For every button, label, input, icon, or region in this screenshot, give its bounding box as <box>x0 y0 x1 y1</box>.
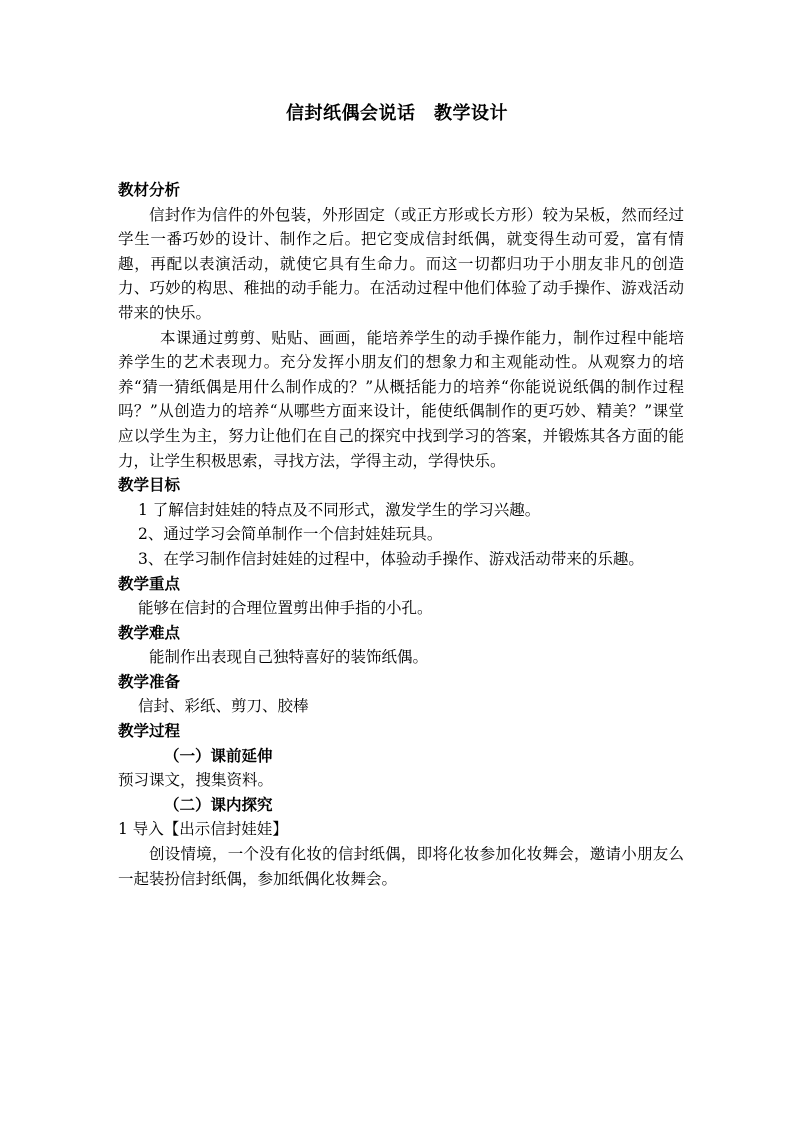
heading-process: 教学过程 <box>118 721 181 741</box>
heading-goals: 教学目标 <box>118 475 181 495</box>
analysis-paragraph-1: 信封作为信件的外包装，外形固定（或正方形或长方形）较为呆板，然而经过学生一番巧妙的设计、制作之后。把它变成信封纸偶，就变得生动可爱，富有情趣，再配以表演活动，就使它具有生命力。而这一切都归功于小朋友非凡的创造力、巧妙的构思、稚拙的动手能力。在活动过程中他们体验了动手操作、游戏活动带来的快乐。 <box>118 205 684 322</box>
difficulty-text: 能制作出表现自己独特喜好的装饰纸偶。 <box>149 648 429 667</box>
heading-difficulty: 教学难点 <box>118 622 181 642</box>
process-step-1-text: 创设情境，一个没有化妆的信封纸偶，即将化妆参加化妆舞会，邀请小朋友么一起装扮信封纸偶，参加纸偶化妆舞会。 <box>118 845 684 888</box>
goal-item-3: 3、在学习制作信封娃娃的过程中，体验动手操作、游戏活动带来的乐趣。 <box>138 549 644 568</box>
preparation-text: 信封、彩纸、剪刀、胶棒 <box>138 697 309 716</box>
process-subheading-2: （二）课内探究 <box>164 794 273 814</box>
document-body <box>118 178 684 891</box>
analysis-paragraph-2: 本课通过剪剪、贴贴、画画，能培养学生的动手操作能力，制作过程中能培养学生的艺术表现力。充分发挥小朋友们的想象力和主观能动性。从观察力的培养“猜一猜纸偶是用什么制作成的？”从概括能力的培养“你能说说纸偶的制作过程吗？”从创造力的培养“从哪些方面来设计，能使纸偶制作的更巧妙、精美？”课堂应以学生为主，努力让他们在自己的探究中找到学习的答案，并锻炼其各方面的能力，让学生积极思索，寻找方法，学得主动，学得快乐。 <box>118 328 684 470</box>
heading-key-point: 教学重点 <box>118 573 181 593</box>
heading-analysis: 教材分析 <box>118 180 181 199</box>
heading-preparation: 教学准备 <box>118 671 181 691</box>
goal-item-1: 1 了解信封娃娃的特点及不同形式，激发学生的学习兴趣。 <box>138 500 541 519</box>
goal-item-2: 2、通过学习会简单制作一个信封娃娃玩具。 <box>138 525 443 544</box>
document-title: 信封纸偶会说话 教学设计 <box>286 103 508 124</box>
process-subheading-1: （一）课前延伸 <box>164 745 273 765</box>
process-step-1: 1 导入【出示信封娃娃】 <box>118 820 288 839</box>
key-point-text: 能够在信封的合理位置剪出伸手指的小孔。 <box>138 599 433 618</box>
process-sub1-text: 预习课文，搜集资料。 <box>118 771 274 790</box>
